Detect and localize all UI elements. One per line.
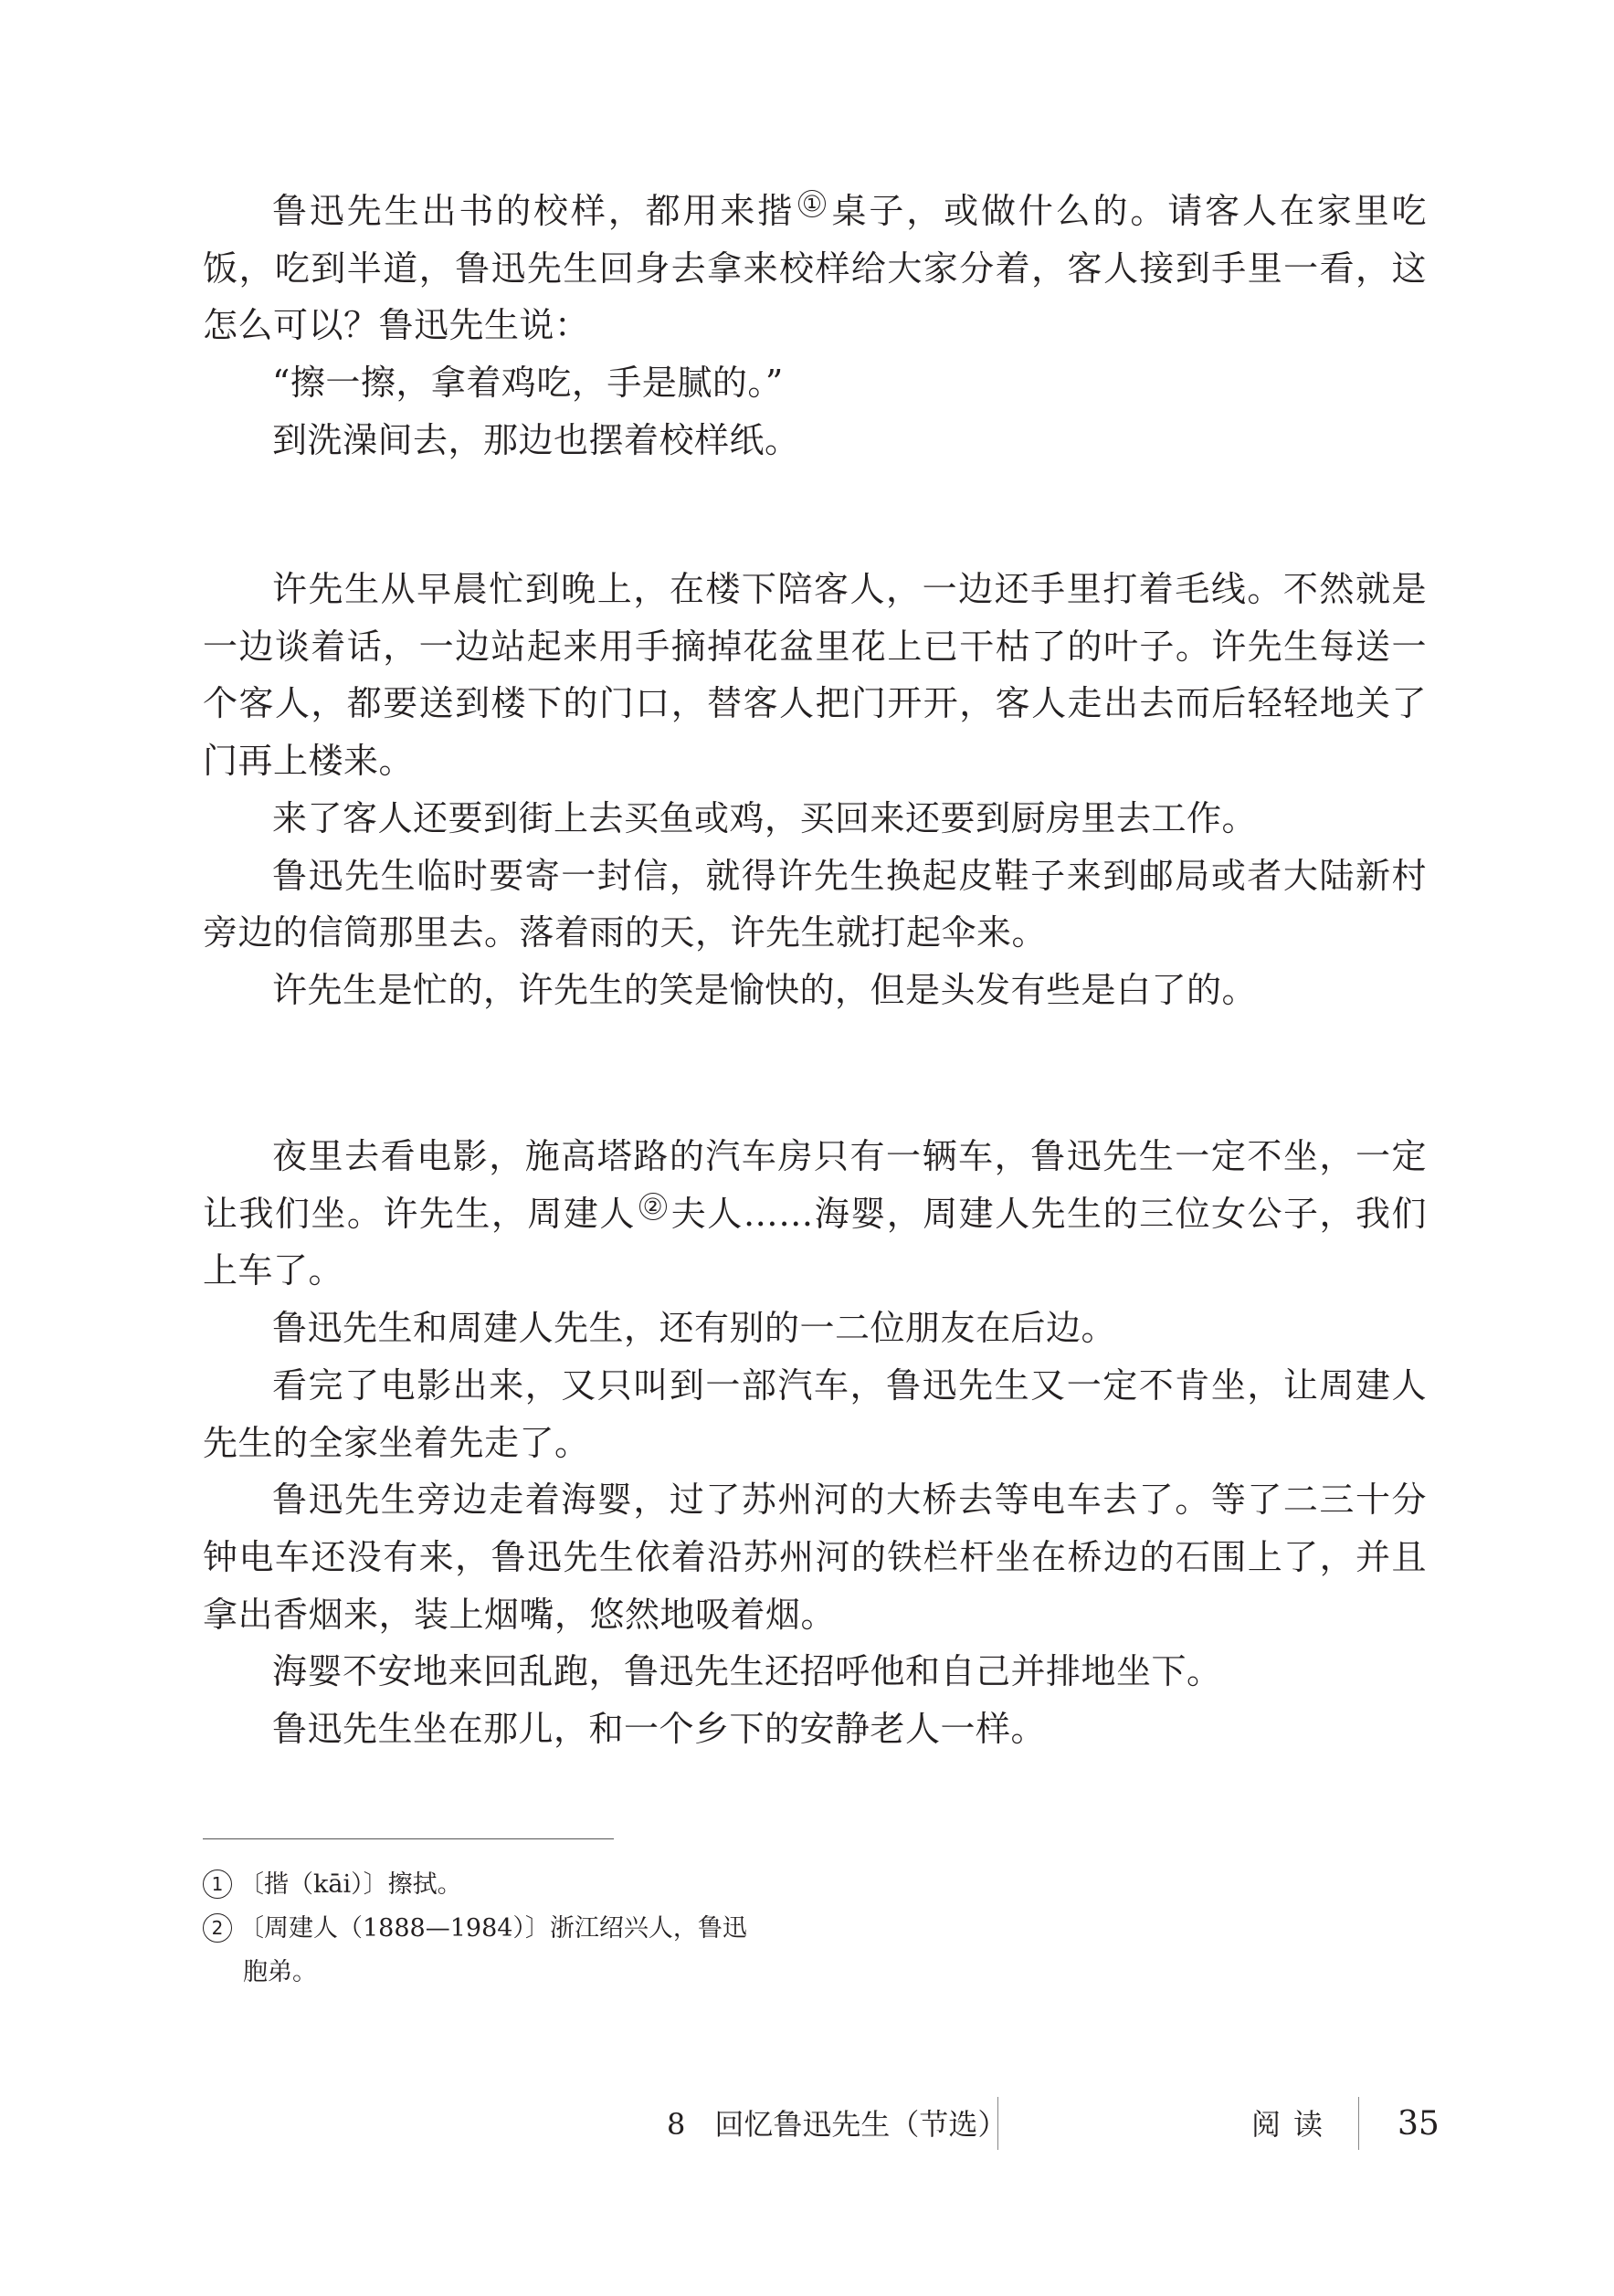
section-1 (203, 183, 1427, 469)
section-3 (203, 1128, 1427, 1758)
footnote-ref-1[interactable]: ① (798, 190, 826, 217)
paragraph-text: 桌子，或做什么的。请客人在家里吃饭，吃到半道，鲁迅先生回身去拿来校样给大家分着，客人接到手里一看，这怎么可以？鲁迅先生说： (203, 191, 1427, 346)
footnotes (203, 1863, 842, 1995)
paragraph: 许先生从早晨忙到晚上，在楼下陪客人，一边还手里打着毛线。不然就是一边谈着话，一边站起来用手摘掉花盆里花上已干枯了的叶子。许先生每送一个客人，都要送到楼下的门口，替客人把门开开，客人走出去而后轻轻地关了门再上楼来。 (203, 569, 1427, 782)
paragraph-text: 鲁迅先生出书的校样，都用来揩 (272, 191, 796, 231)
footnote-text: 〔揩（kāi）〕擦拭。 (239, 1870, 462, 1899)
paragraph: 海婴不安地来回乱跑，鲁迅先生还招呼他和自己并排地坐下。 (272, 1651, 1222, 1692)
footnote-number: 1 (203, 1869, 232, 1899)
running-footer-section: 阅读 (1251, 2107, 1336, 2142)
paragraph: “擦一擦，拿着鸡吃，手是腻的。” (272, 363, 784, 404)
paragraph: 鲁迅先生旁边走着海婴，过了苏州河的大桥去等电车去了。等了二三十分钟电车还没有来，鲁迅先生依着沿苏州河的铁栏杆坐在桥边的石围上了，并且拿出香烟来，装上烟嘴，悠然地吸着烟。 (203, 1480, 1427, 1635)
paragraph-text: 夜里去看电影，施高塔路的汽车房只有一辆车，鲁迅先生一定不坐，一定让我们坐。许先生，周建人 (203, 1136, 1427, 1234)
page-number: 35 (1398, 2105, 1440, 2143)
paragraph: 许先生是忙的，许先生的笑是愉快的，但是头发有些是白了的。 (272, 969, 1258, 1010)
paragraph: 鲁迅先生坐在那儿，和一个乡下的安静老人一样。 (272, 1709, 1047, 1750)
paragraph: 鲁迅先生和周建人先生，还有别的一二位朋友在后边。 (272, 1308, 1117, 1349)
footnote-divider (203, 1838, 614, 1839)
footnote-number: 2 (203, 1913, 232, 1943)
paragraph: 来了客人还要到街上去买鱼或鸡，买回来还要到厨房里去工作。 (272, 797, 1258, 838)
paragraph: 到洗澡间去，那边也摆着校样纸。 (272, 419, 800, 460)
paragraph: 鲁迅先生临时要寄一封信，就得许先生换起皮鞋子来到邮局或者大陆新村旁边的信筒那里去。落着雨的天，许先生就打起伞来。 (203, 855, 1427, 953)
footnote-2 (203, 1907, 842, 1995)
footnote-text: 〔周建人（1888—1984）〕浙江绍兴人，鲁迅 (239, 1914, 747, 1943)
paragraph-text: 夫人……海婴，周建人先生的三位女公子，我们上车了。 (203, 1193, 1427, 1291)
running-footer-chapter: 8 回忆鲁迅先生（节选） (667, 2107, 1007, 2142)
footnote-1 (203, 1863, 842, 1907)
paragraph (203, 183, 1427, 354)
footer-divider (1358, 2097, 1359, 2150)
footnote-text-continued: 胞弟。 (243, 1958, 317, 1986)
footnote-ref-2[interactable]: ② (639, 1193, 667, 1220)
paragraph (203, 1128, 1427, 1300)
footer-divider (997, 2097, 998, 2150)
paragraph: 看完了电影出来，又只叫到一部汽车，鲁迅先生又一定不肯坐，让周建人先生的全家坐着先走了。 (203, 1364, 1427, 1463)
section-2 (203, 561, 1427, 1019)
